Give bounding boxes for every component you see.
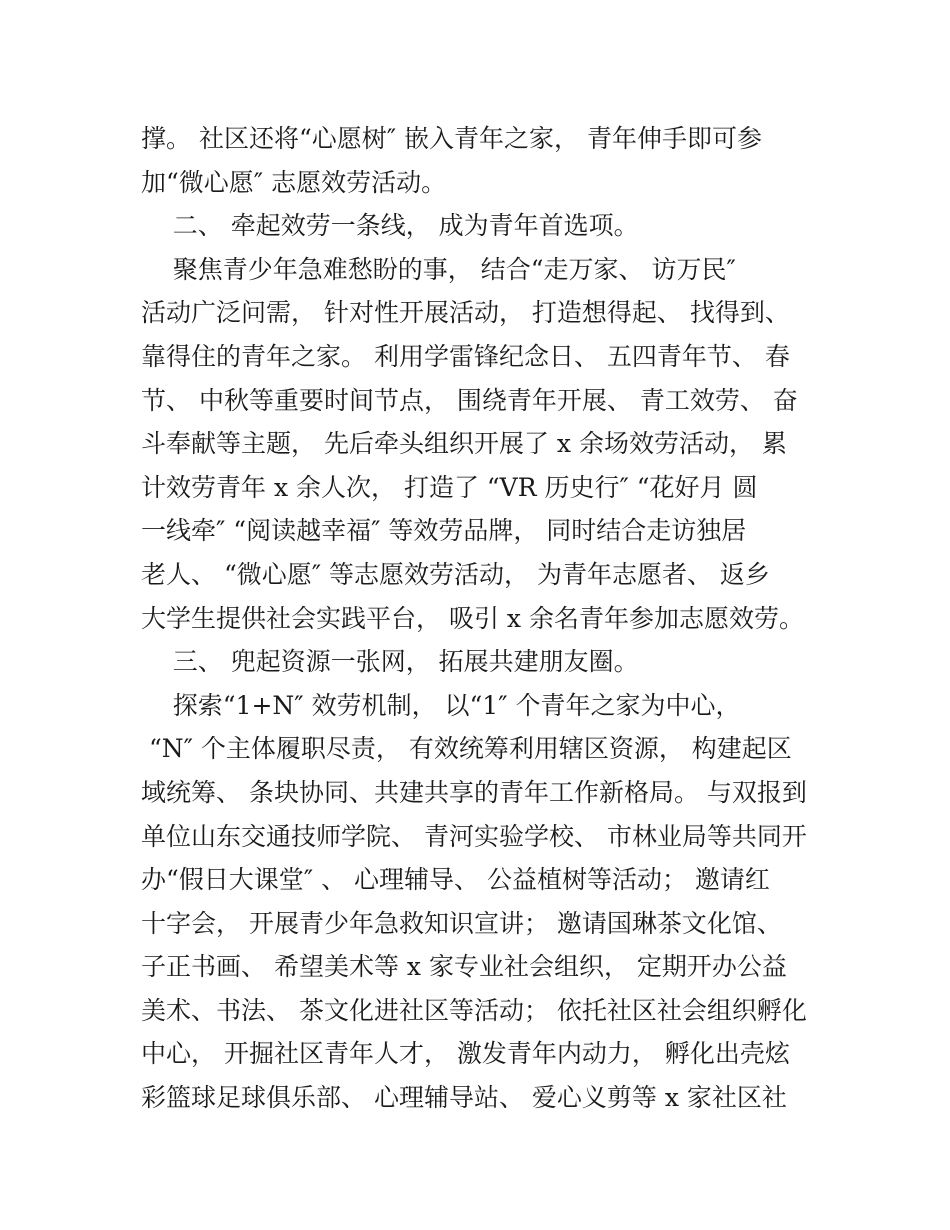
text-line: 靠得住的青年之家。 利用学雷锋纪念日、 五四青年节、 春 — [141, 341, 790, 371]
text-line: 域统筹、 条块协同、共建共享的青年工作新格局。 与双报到 — [141, 777, 807, 807]
text-line: 老人、 “微心愿″ 等志愿效劳活动， 为青年志愿者、 返乡 — [141, 559, 770, 589]
text-line: “N″ 个主体履职尽责， 有效统筹利用辖区资源， 构建起区 — [141, 734, 792, 764]
text-line: 十字会， 开展青少年急救知识宣讲； 邀请国琳茶文化馆、 — [141, 908, 782, 938]
text-line: 单位山东交通技师学院、 青河实验学校、 市林业局等共同开 — [141, 821, 807, 851]
text-line: 办“假日大课堂″ 、 心理辅导、 公益植树等活动； 邀请红 — [141, 865, 770, 895]
text-line: 中心， 开掘社区青年人才， 激发青年内动力， 孵化出壳炫 — [141, 1039, 790, 1069]
text-line: 子正书画、 希望美术等 x 家专业社会组织， 定期开办公益 — [141, 952, 787, 982]
section-heading: 二、 牵起效劳一条线， 成为青年首选项。 — [141, 211, 639, 241]
text-line: 计效劳青年 x 余人次， 打造了 “VR 历史行″ “花好月 圆 — [141, 472, 758, 502]
text-line: 探索“1+N″ 效劳机制， 以“1″ 个青年之家为中心， — [141, 690, 741, 720]
text-line: 斗奉献等主题， 先后牵头组织开展了 x 余场效劳活动， 累 — [141, 429, 787, 459]
text-line: 节、 中秋等重要时间节点， 围绕青年开展、 青工效劳、 奋 — [141, 385, 798, 415]
text-line: 美术、书法、 茶文化进社区等活动； 依托社区社会组织孵化 — [141, 995, 807, 1025]
body-text — [141, 117, 821, 1120]
text-line: 彩篮球足球俱乐部、 心理辅导站、 爱心义剪等 x 家社区社 — [141, 1083, 787, 1113]
section-heading: 三、 兜起资源一张网， 拓展共建朋友圈。 — [141, 647, 639, 677]
text-line: 撑。 社区还将“心愿树″ 嵌入青年之家， 青年伸手即可参 — [141, 124, 762, 153]
text-line: 一线牵″ “阅读越幸福″ 等效劳品牌， 同时结合走访独居 — [141, 516, 747, 546]
text-line: 活动广泛问需， 针对性开展活动， 打造想得起、 找得到、 — [141, 298, 790, 328]
text-line: 大学生提供社会实践平台， 吸引 x 余名青年参加志愿效劳。 — [141, 603, 804, 633]
text-line: 加“微心愿″ 志愿效劳活动。 — [141, 167, 447, 197]
text-line: 聚焦青少年急难愁盼的事， 结合“走万家、 访万民″ — [141, 254, 736, 284]
